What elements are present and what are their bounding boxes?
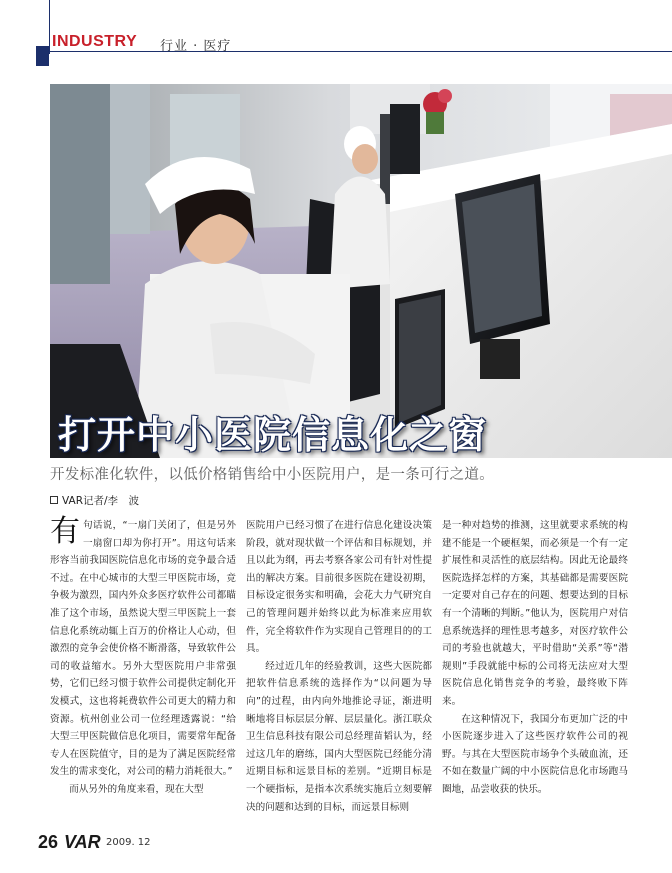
page-number: 26	[38, 832, 59, 852]
paragraph	[50, 514, 236, 781]
byline-text: VAR记者/李 波	[62, 495, 140, 507]
paragraph: 在这种情况下，我国分布更加广泛的中小医院逐步进入了这些医疗软件公司的视野。与其在大型医院市场争个头破血流，还不如在数量广阔的中小医院信息化市场跑马圈地，品尝收获的快乐。	[442, 713, 628, 795]
subsection-label: 行业 · 医疗	[160, 39, 232, 54]
header-vertical-rule	[49, 0, 50, 54]
body-column-2	[246, 517, 432, 816]
body-column-3	[442, 517, 628, 799]
header-rule	[49, 51, 672, 52]
paragraph: 医院用户已经习惯了在进行信息化建设决策阶段，就对现状做一个评估和目标规划，并且以此为纲，再去考察各家公司有针对性提出的解决方案。目前很多医院在建设初期，目标设定很务实和明确，会花大力气研究自己的管理问题并始终以此为标准来应用软件，完全将软件作为实现自己管理目的的工具。	[246, 520, 432, 655]
body-column-1	[50, 514, 236, 799]
article-title: 打开中小医院信息化之窗	[58, 413, 488, 457]
article-subtitle: 开发标准化软件，以低价格销售给中小医院用户，是一条可行之道。	[50, 467, 494, 483]
paragraph-text: 句话说，“一扇门关闭了，但是另外一扇窗口却为你打开”。用这句话来形容当前我国医院信息化市场的竞争最合适不过。在中心城市的大型三甲医院市场，竞争极为激烈，国内外众多医疗软件公司都瞄准了这个市场，虽然说大型三甲医院上一套信息化系统动辄上百万的价格让人心动，但激烈的竞争会使价格不断滑落，导致软件公司的收益缩水。另外大型医院用户非常强势，它们已经习惯于软件公司提供定制化开发模式，这也将耗费软件公司更大的精力和资源。杭州创业公司一位经理透露说：“给大型三甲医院做信息化项目，需要常年配备专人在医院值守，目的是为了满足医院经常发生的需求变化，对公司的精力消耗很大。”	[50, 520, 236, 778]
byline	[50, 493, 139, 508]
header-corner-block	[36, 46, 49, 66]
byline-box-icon	[50, 496, 58, 504]
magazine-name: VAR	[64, 832, 101, 852]
issue-date: 2009. 12	[106, 837, 151, 848]
paragraph: 经过近几年的经验教训，这些大医院都把软件信息系统的选择作为“以问题为导向”的过程，由内向外地推论寻证，渐进明晰地将目标层层分解、层层量化。浙江联众卫生信息科技有限公司总经理苗韬认为，经过这几年的磨练，国内大型医院已经能分清近期目标和远景目标的差别。“近期目标是一个硬指标，是指本次系统实施后立刻要解决的问题和达到的目标，而远景目标则	[246, 660, 432, 813]
nurse-station-illustration	[50, 84, 672, 458]
article-photo	[50, 84, 672, 458]
drop-cap: 有	[50, 514, 80, 549]
paragraph: 而从另外的角度来看，现在大型	[69, 783, 204, 795]
paragraph: 是一种对趋势的推测，这里就要求系统的构建不能是一个硬框架，而必须是一个有一定扩展性和灵活性的底层结构。因此无论最终医院选择怎样的方案，其基础都是需要医院一定要对自己存在的问题、想要达到的目标有一个清晰的判断。”他认为，医院用户对信息系统选择的理性思考越多，对医疗软件公司的考验也就越大，平时借助“关系”等“潜规则”手段就能中标的公司将无法应对大型医院信息化销售竞争的考验，最终败下阵来。	[442, 520, 628, 707]
section-label: INDUSTRY	[52, 33, 138, 50]
